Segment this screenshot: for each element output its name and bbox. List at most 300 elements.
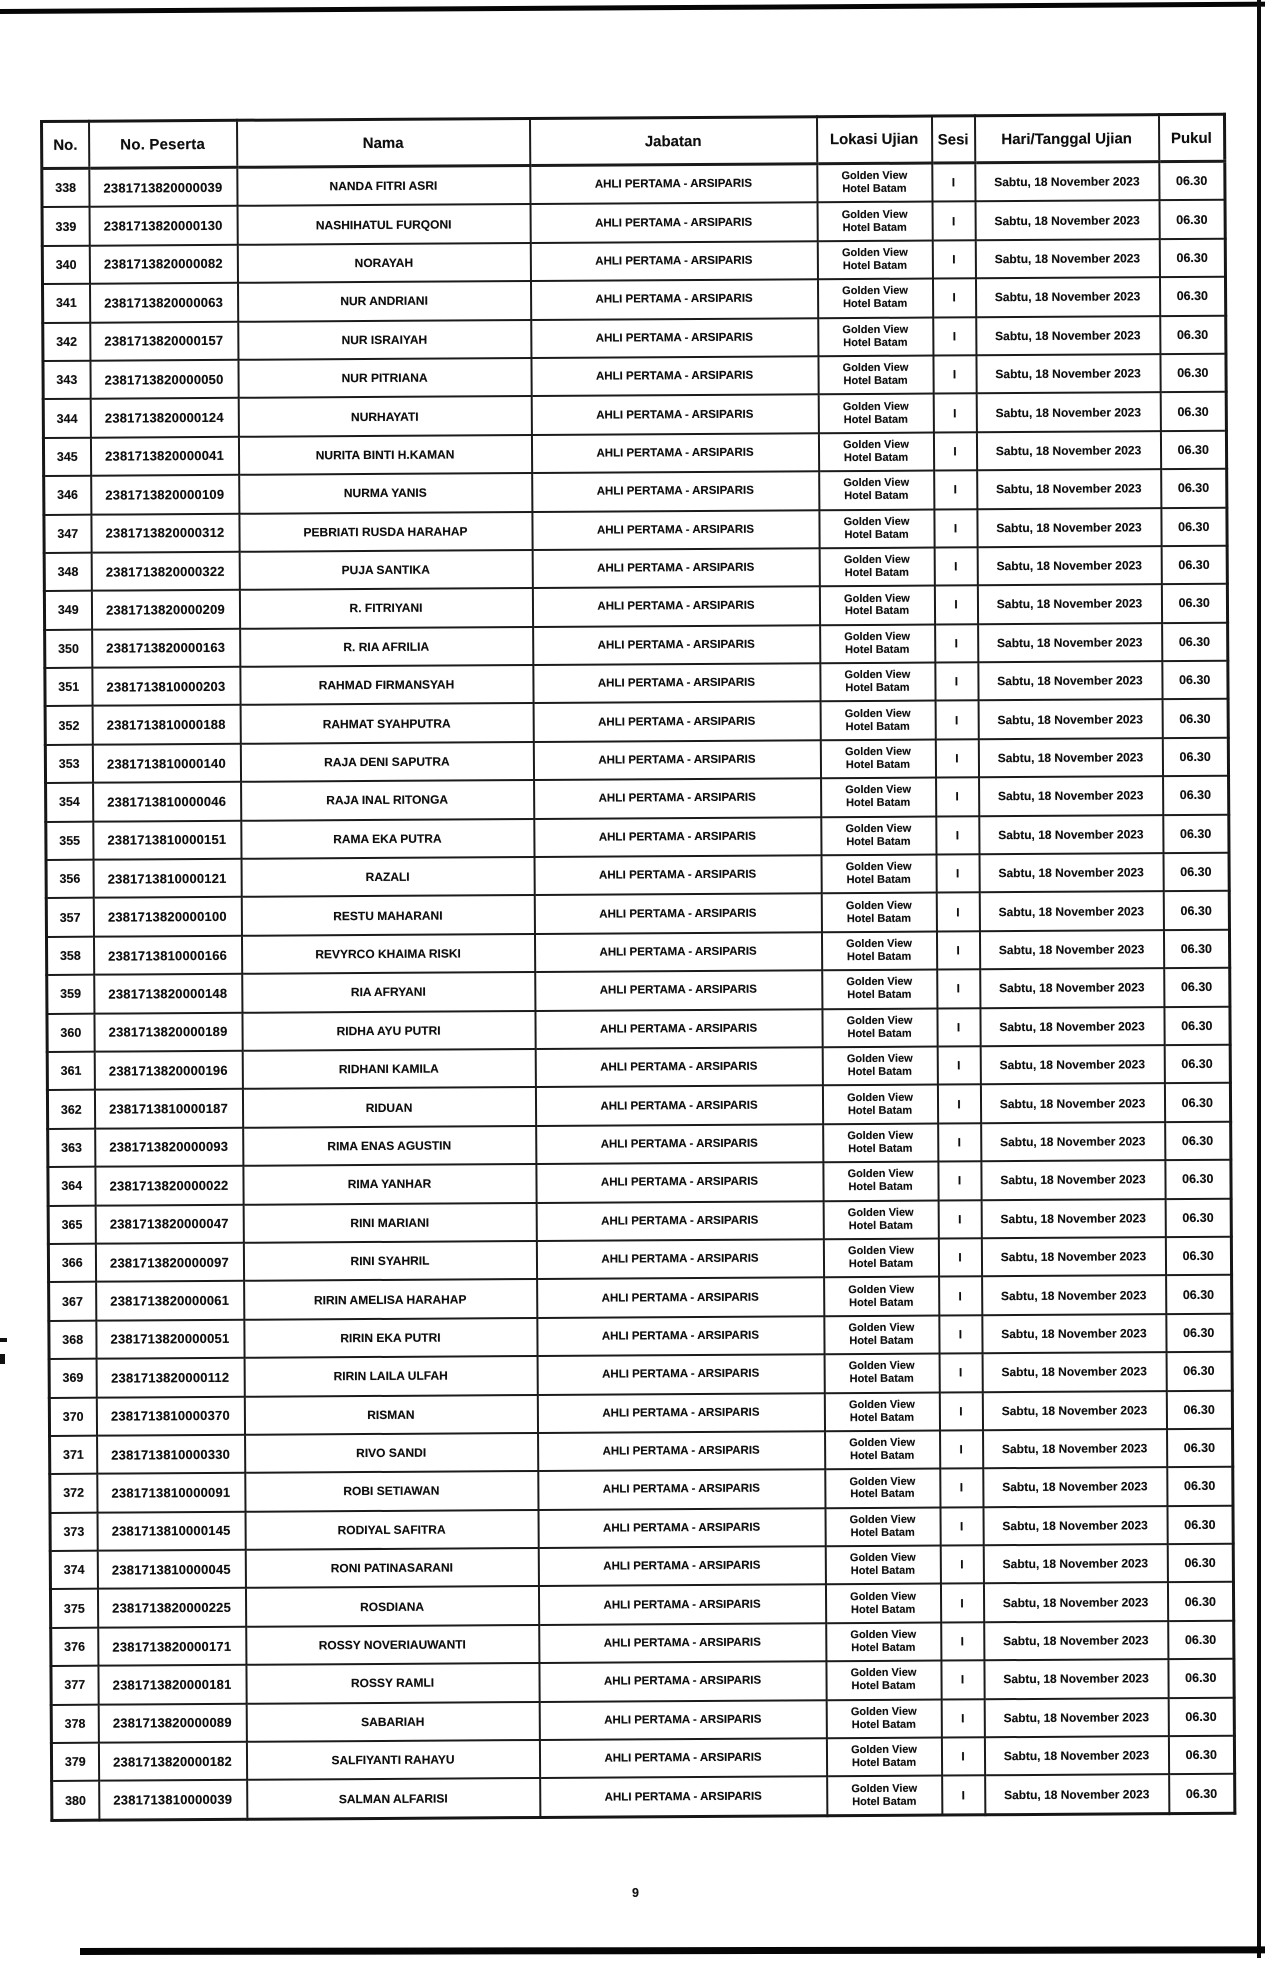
lokasi-line-1: Golden View bbox=[846, 976, 913, 989]
cell-lokasi bbox=[822, 1008, 937, 1047]
cell-no_peserta: 2381713820000171 bbox=[98, 1627, 246, 1666]
cell-lokasi bbox=[817, 202, 932, 241]
cell-no_peserta: 2381713820000041 bbox=[90, 437, 238, 476]
cell-sesi: I bbox=[935, 739, 978, 778]
lokasi-line-1: Golden View bbox=[845, 899, 912, 912]
cell-sesi: I bbox=[940, 1584, 983, 1623]
cell-no_peserta: 2381713810000091 bbox=[97, 1473, 245, 1512]
lokasi-line-1: Golden View bbox=[845, 822, 912, 835]
cell-sesi: I bbox=[934, 547, 977, 586]
cell-no: 365 bbox=[48, 1205, 95, 1244]
cell-no_peserta: 2381713810000121 bbox=[93, 859, 241, 898]
cell-no: 347 bbox=[44, 514, 91, 553]
lokasi-line-2: Hotel Batam bbox=[845, 720, 910, 733]
cell-sesi: I bbox=[941, 1622, 984, 1661]
cell-nama: ROSSY RAMLI bbox=[246, 1663, 539, 1703]
cell-pukul: 06.30 bbox=[1160, 392, 1226, 431]
lokasi-line-1: Golden View bbox=[850, 1628, 917, 1642]
cell-hari: Sabtu, 18 November 2023 bbox=[979, 892, 1163, 932]
lokasi-line-2: Hotel Batam bbox=[843, 374, 908, 388]
cell-no_peserta: 2381713820000130 bbox=[89, 206, 237, 245]
cell-lokasi bbox=[821, 893, 936, 932]
lokasi-line-1: Golden View bbox=[843, 592, 910, 605]
cell-hari: Sabtu, 18 November 2023 bbox=[975, 201, 1159, 241]
cell-nama: RIDHA AYU PUTRI bbox=[242, 1011, 535, 1051]
cell-no_peserta: 2381713820000061 bbox=[96, 1281, 244, 1320]
cell-nama: RINI MARIANI bbox=[243, 1203, 536, 1243]
cell-no: 343 bbox=[43, 361, 90, 400]
cell-sesi: I bbox=[938, 1161, 981, 1200]
lokasi-line-1: Golden View bbox=[842, 323, 909, 336]
cell-no_peserta: 2381713820000039 bbox=[89, 167, 237, 207]
cell-no_peserta: 2381713810000187 bbox=[94, 1089, 242, 1128]
lokasi-line-2: Hotel Batam bbox=[846, 797, 911, 810]
cell-sesi: I bbox=[937, 1008, 980, 1047]
cell-no: 369 bbox=[49, 1359, 96, 1398]
lokasi-line-2: Hotel Batam bbox=[842, 221, 907, 234]
cell-no_peserta: 2381713820000312 bbox=[91, 513, 239, 552]
cell-sesi: I bbox=[934, 509, 977, 548]
cell-jabatan: AHLI PERTAMA - ARSIPARIS bbox=[535, 970, 822, 1010]
lokasi-line-1: Golden View bbox=[847, 1206, 914, 1219]
cell-pukul: 06.30 bbox=[1163, 930, 1229, 969]
cell-no: 379 bbox=[51, 1743, 98, 1782]
cell-nama: RAJA INAL RITONGA bbox=[241, 780, 534, 820]
lokasi-line-1: Golden View bbox=[842, 400, 909, 413]
cell-no_peserta: 2381713810000046 bbox=[93, 782, 241, 821]
cell-hari: Sabtu, 18 November 2023 bbox=[976, 431, 1160, 471]
cell-hari: Sabtu, 18 November 2023 bbox=[982, 1275, 1166, 1315]
cell-jabatan: AHLI PERTAMA - ARSIPARIS bbox=[535, 1047, 822, 1087]
cell-no_peserta: 2381713820000196 bbox=[94, 1051, 242, 1090]
cell-jabatan: AHLI PERTAMA - ARSIPARIS bbox=[533, 663, 820, 703]
lokasi-line-2: Hotel Batam bbox=[849, 1334, 914, 1347]
cell-sesi: I bbox=[936, 816, 979, 855]
cell-no: 353 bbox=[45, 745, 92, 784]
cell-no: 358 bbox=[46, 937, 93, 976]
cell-no: 342 bbox=[43, 322, 90, 361]
cell-hari: Sabtu, 18 November 2023 bbox=[976, 354, 1160, 394]
cell-nama: RAZALI bbox=[241, 857, 534, 897]
cell-jabatan: AHLI PERTAMA - ARSIPARIS bbox=[536, 1162, 823, 1202]
lokasi-line-2: Hotel Batam bbox=[850, 1526, 915, 1539]
cell-pukul: 06.30 bbox=[1165, 1198, 1231, 1237]
cell-hari: Sabtu, 18 November 2023 bbox=[980, 1045, 1164, 1085]
cell-lokasi bbox=[823, 1123, 938, 1162]
cell-jabatan: AHLI PERTAMA - ARSIPARIS bbox=[533, 625, 820, 665]
lokasi-line-2: Hotel Batam bbox=[851, 1718, 916, 1731]
lokasi-line-1: Golden View bbox=[843, 438, 909, 452]
cell-no: 351 bbox=[45, 668, 92, 707]
cell-nama: RIRIN EKA PUTRI bbox=[244, 1318, 537, 1358]
cell-no_peserta: 2381713820000050 bbox=[90, 360, 238, 399]
cell-jabatan: AHLI PERTAMA - ARSIPARIS bbox=[534, 932, 821, 972]
lokasi-line-1: Golden View bbox=[848, 1360, 915, 1373]
cell-no_peserta: 2381713820000225 bbox=[97, 1588, 245, 1627]
lokasi-line-2: Hotel Batam bbox=[851, 1756, 917, 1770]
cell-no: 354 bbox=[46, 783, 93, 822]
lokasi-line-1: Golden View bbox=[847, 1168, 914, 1181]
cell-no_peserta: 2381713820000182 bbox=[98, 1742, 246, 1781]
column-header-sesi: Sesi bbox=[931, 116, 974, 163]
cell-no_peserta: 2381713820000124 bbox=[90, 398, 238, 437]
table-row bbox=[52, 1774, 1235, 1820]
cell-no_peserta: 2381713810000166 bbox=[93, 936, 241, 975]
cell-no_peserta: 2381713820000112 bbox=[96, 1358, 244, 1397]
cell-pukul: 06.30 bbox=[1159, 277, 1225, 316]
lokasi-line-2: Hotel Batam bbox=[847, 1027, 912, 1040]
cell-no_peserta: 2381713810000203 bbox=[92, 667, 240, 706]
lokasi-line-1: Golden View bbox=[845, 860, 912, 874]
cell-nama: RIMA ENAS AGUSTIN bbox=[243, 1126, 536, 1166]
cell-no: 357 bbox=[46, 898, 93, 937]
cell-lokasi bbox=[825, 1584, 940, 1623]
lokasi-line-1: Golden View bbox=[848, 1283, 915, 1296]
cell-no: 374 bbox=[50, 1551, 97, 1590]
lokasi-line-1: Golden View bbox=[847, 1091, 913, 1104]
cell-lokasi bbox=[821, 855, 936, 894]
cell-pukul: 06.30 bbox=[1162, 738, 1228, 777]
lokasi-line-2: Hotel Batam bbox=[849, 1372, 914, 1386]
cell-hari: Sabtu, 18 November 2023 bbox=[976, 393, 1160, 433]
cell-jabatan: AHLI PERTAMA - ARSIPARIS bbox=[533, 740, 820, 780]
cell-jabatan: AHLI PERTAMA - ARSIPARIS bbox=[537, 1316, 824, 1356]
cell-jabatan: AHLI PERTAMA - ARSIPARIS bbox=[532, 548, 819, 588]
cell-no_peserta: 2381713820000163 bbox=[92, 628, 240, 667]
cell-pukul: 06.30 bbox=[1160, 354, 1226, 393]
cell-hari: Sabtu, 18 November 2023 bbox=[984, 1659, 1168, 1699]
lokasi-line-1: Golden View bbox=[844, 745, 911, 759]
cell-jabatan: AHLI PERTAMA - ARSIPARIS bbox=[538, 1546, 825, 1586]
cell-jabatan: AHLI PERTAMA - ARSIPARIS bbox=[540, 1777, 827, 1818]
cell-pukul: 06.30 bbox=[1161, 584, 1227, 623]
lokasi-line-2: Hotel Batam bbox=[848, 1142, 913, 1156]
lokasi-line-2: Hotel Batam bbox=[851, 1641, 916, 1655]
cell-pukul: 06.30 bbox=[1168, 1697, 1234, 1736]
cell-sesi: I bbox=[941, 1737, 984, 1776]
cell-no: 367 bbox=[49, 1282, 96, 1321]
lokasi-line-1: Golden View bbox=[846, 1052, 913, 1066]
lokasi-line-1: Golden View bbox=[849, 1475, 916, 1488]
cell-jabatan: AHLI PERTAMA - ARSIPARIS bbox=[539, 1738, 826, 1778]
lokasi-line-1: Golden View bbox=[850, 1590, 916, 1603]
cell-sesi: I bbox=[936, 931, 979, 970]
cell-hari: Sabtu, 18 November 2023 bbox=[980, 1007, 1164, 1047]
lokasi-line-1: Golden View bbox=[848, 1398, 915, 1411]
cell-lokasi bbox=[826, 1738, 941, 1777]
cell-sesi: I bbox=[940, 1469, 983, 1508]
exam-schedule-table-wrapper bbox=[40, 113, 1233, 1822]
scan-artifact-top-line bbox=[0, 2, 1265, 14]
cell-sesi: I bbox=[937, 969, 980, 1008]
lokasi-line-1: Golden View bbox=[844, 630, 911, 644]
cell-pukul: 06.30 bbox=[1162, 622, 1228, 661]
cell-nama: RIDHANI KAMILA bbox=[242, 1049, 535, 1089]
cell-sesi: I bbox=[935, 662, 978, 701]
cell-lokasi bbox=[820, 624, 935, 663]
lokasi-line-1: Golden View bbox=[849, 1436, 916, 1450]
lokasi-line-2: Hotel Batam bbox=[851, 1680, 916, 1693]
cell-lokasi bbox=[825, 1507, 940, 1546]
cell-sesi: I bbox=[941, 1699, 984, 1738]
cell-pukul: 06.30 bbox=[1163, 853, 1229, 892]
cell-nama: ROSDIANA bbox=[245, 1586, 538, 1626]
lokasi-line-2: Hotel Batam bbox=[850, 1603, 916, 1616]
cell-lokasi bbox=[821, 931, 936, 970]
cell-lokasi bbox=[822, 1047, 937, 1086]
cell-no_peserta: 2381713820000148 bbox=[94, 974, 242, 1013]
cell-no: 380 bbox=[52, 1781, 99, 1820]
cell-lokasi bbox=[819, 471, 934, 510]
cell-lokasi bbox=[826, 1622, 941, 1661]
cell-lokasi bbox=[824, 1277, 939, 1316]
cell-lokasi bbox=[819, 547, 934, 586]
cell-pukul: 06.30 bbox=[1160, 315, 1226, 354]
lokasi-line-2: Hotel Batam bbox=[845, 681, 910, 695]
cell-no_peserta: 2381713820000097 bbox=[95, 1243, 243, 1282]
cell-no: 338 bbox=[42, 168, 89, 207]
cell-pukul: 06.30 bbox=[1163, 776, 1229, 815]
cell-lokasi bbox=[823, 1238, 938, 1277]
cell-lokasi bbox=[825, 1430, 940, 1469]
cell-jabatan: AHLI PERTAMA - ARSIPARIS bbox=[536, 1239, 823, 1279]
cell-pukul: 06.30 bbox=[1160, 430, 1226, 469]
cell-hari: Sabtu, 18 November 2023 bbox=[975, 277, 1159, 317]
cell-jabatan: AHLI PERTAMA - ARSIPARIS bbox=[538, 1470, 825, 1510]
cell-nama: SALMAN ALFARISI bbox=[247, 1778, 540, 1819]
lokasi-line-2: Hotel Batam bbox=[849, 1411, 915, 1424]
cell-hari: Sabtu, 18 November 2023 bbox=[980, 1084, 1164, 1124]
cell-pukul: 06.30 bbox=[1164, 968, 1230, 1007]
cell-nama: NURMA YANIS bbox=[239, 473, 532, 513]
cell-nama: NUR ISRAIYAH bbox=[238, 320, 531, 360]
cell-no: 349 bbox=[44, 591, 91, 630]
cell-no: 339 bbox=[42, 207, 89, 246]
cell-pukul: 06.30 bbox=[1167, 1467, 1233, 1506]
cell-nama: RAHMAT SYAHPUTRA bbox=[240, 703, 533, 743]
cell-hari: Sabtu, 18 November 2023 bbox=[977, 584, 1161, 624]
lokasi-line-2: Hotel Batam bbox=[844, 605, 910, 618]
cell-sesi: I bbox=[932, 240, 975, 279]
cell-pukul: 06.30 bbox=[1167, 1429, 1233, 1468]
cell-no: 356 bbox=[46, 860, 93, 899]
cell-no_peserta: 2381713820000109 bbox=[91, 475, 239, 514]
cell-nama: RIDUAN bbox=[242, 1087, 535, 1127]
cell-nama: RIA AFRYANI bbox=[242, 972, 535, 1012]
cell-pukul: 06.30 bbox=[1162, 699, 1228, 738]
cell-lokasi bbox=[824, 1354, 939, 1393]
lokasi-line-2: Hotel Batam bbox=[842, 182, 907, 196]
cell-sesi: I bbox=[938, 1200, 981, 1239]
cell-nama: ROSSY NOVERIAUWANTI bbox=[246, 1625, 539, 1665]
cell-sesi: I bbox=[937, 1046, 980, 1085]
table-header-row bbox=[42, 114, 1225, 168]
cell-lokasi bbox=[822, 970, 937, 1009]
cell-sesi: I bbox=[934, 586, 977, 625]
lokasi-line-2: Hotel Batam bbox=[846, 835, 911, 848]
cell-sesi: I bbox=[939, 1353, 982, 1392]
cell-lokasi bbox=[817, 279, 932, 318]
cell-no: 359 bbox=[47, 975, 94, 1014]
cell-hari: Sabtu, 18 November 2023 bbox=[984, 1698, 1168, 1738]
lokasi-line-2: Hotel Batam bbox=[846, 950, 912, 964]
lokasi-line-2: Hotel Batam bbox=[845, 643, 910, 656]
cell-sesi: I bbox=[936, 778, 979, 817]
cell-pukul: 06.30 bbox=[1159, 161, 1225, 200]
cell-lokasi bbox=[818, 356, 933, 395]
cell-no: 350 bbox=[45, 629, 92, 668]
scan-artifact-bottom-line bbox=[80, 1946, 1265, 1955]
cell-lokasi bbox=[823, 1162, 938, 1201]
cell-no: 346 bbox=[44, 476, 91, 515]
cell-hari: Sabtu, 18 November 2023 bbox=[983, 1467, 1167, 1507]
cell-lokasi bbox=[818, 394, 933, 433]
cell-hari: Sabtu, 18 November 2023 bbox=[978, 661, 1162, 701]
cell-hari: Sabtu, 18 November 2023 bbox=[976, 316, 1160, 356]
lokasi-line-2: Hotel Batam bbox=[844, 490, 909, 503]
lokasi-line-1: Golden View bbox=[847, 1244, 914, 1258]
cell-no: 355 bbox=[46, 821, 93, 860]
cell-pukul: 06.30 bbox=[1163, 814, 1229, 853]
cell-sesi: I bbox=[932, 163, 975, 202]
cell-sesi: I bbox=[938, 1238, 981, 1277]
lokasi-line-2: Hotel Batam bbox=[846, 912, 912, 925]
cell-jabatan: AHLI PERTAMA - ARSIPARIS bbox=[530, 241, 817, 281]
cell-sesi: I bbox=[935, 624, 978, 663]
cell-nama: RODIYAL SAFITRA bbox=[245, 1510, 538, 1550]
column-header-nama: Nama bbox=[237, 119, 530, 168]
cell-no: 361 bbox=[47, 1052, 94, 1091]
cell-no_peserta: 2381713810000045 bbox=[97, 1550, 245, 1589]
lokasi-line-1: Golden View bbox=[848, 1321, 915, 1335]
cell-hari: Sabtu, 18 November 2023 bbox=[981, 1122, 1165, 1162]
cell-no_peserta: 2381713820000093 bbox=[95, 1128, 243, 1167]
lokasi-line-2: Hotel Batam bbox=[848, 1257, 914, 1271]
cell-no_peserta: 2381713820000157 bbox=[90, 321, 238, 360]
cell-sesi: I bbox=[938, 1123, 981, 1162]
cell-lokasi bbox=[821, 778, 936, 817]
cell-jabatan: AHLI PERTAMA - ARSIPARIS bbox=[538, 1431, 825, 1471]
cell-hari: Sabtu, 18 November 2023 bbox=[977, 469, 1161, 509]
cell-no_peserta: 2381713820000082 bbox=[89, 245, 237, 284]
lokasi-line-1: Golden View bbox=[841, 169, 908, 183]
cell-no: 352 bbox=[45, 706, 92, 745]
lokasi-line-2: Hotel Batam bbox=[845, 758, 911, 772]
cell-hari: Sabtu, 18 November 2023 bbox=[983, 1583, 1167, 1623]
cell-hari: Sabtu, 18 November 2023 bbox=[975, 239, 1159, 279]
cell-jabatan: AHLI PERTAMA - ARSIPARIS bbox=[539, 1623, 826, 1663]
cell-jabatan: AHLI PERTAMA - ARSIPARIS bbox=[530, 279, 817, 319]
cell-jabatan: AHLI PERTAMA - ARSIPARIS bbox=[533, 702, 820, 742]
cell-sesi: I bbox=[939, 1277, 982, 1316]
cell-lokasi bbox=[819, 586, 934, 625]
cell-hari: Sabtu, 18 November 2023 bbox=[984, 1736, 1168, 1776]
cell-nama: RIMA YANHAR bbox=[243, 1164, 536, 1204]
cell-jabatan: AHLI PERTAMA - ARSIPARIS bbox=[534, 817, 821, 857]
cell-jabatan: AHLI PERTAMA - ARSIPARIS bbox=[538, 1585, 825, 1625]
lokasi-line-1: Golden View bbox=[841, 208, 908, 221]
cell-no_peserta: 2381713820000209 bbox=[91, 590, 239, 629]
lokasi-line-2: Hotel Batam bbox=[852, 1795, 917, 1808]
lokasi-line-1: Golden View bbox=[849, 1513, 916, 1526]
cell-sesi: I bbox=[939, 1392, 982, 1431]
column-header-pukul: Pukul bbox=[1158, 114, 1224, 161]
cell-pukul: 06.30 bbox=[1164, 1083, 1230, 1122]
lokasi-line-2: Hotel Batam bbox=[844, 528, 909, 541]
cell-hari: Sabtu, 18 November 2023 bbox=[977, 508, 1161, 548]
lokasi-line-2: Hotel Batam bbox=[846, 873, 911, 887]
cell-no_peserta: 2381713820000047 bbox=[95, 1204, 243, 1243]
cell-nama: RIVO SANDI bbox=[245, 1433, 538, 1473]
cell-jabatan: AHLI PERTAMA - ARSIPARIS bbox=[531, 356, 818, 396]
cell-jabatan: AHLI PERTAMA - ARSIPARIS bbox=[537, 1354, 824, 1394]
lokasi-line-1: Golden View bbox=[847, 1129, 914, 1143]
lokasi-line-1: Golden View bbox=[850, 1667, 917, 1680]
cell-jabatan: AHLI PERTAMA - ARSIPARIS bbox=[531, 395, 818, 435]
cell-pukul: 06.30 bbox=[1166, 1313, 1232, 1352]
cell-no_peserta: 2381713820000051 bbox=[96, 1319, 244, 1358]
page-number: 9 bbox=[632, 1886, 639, 1900]
cell-hari: Sabtu, 18 November 2023 bbox=[978, 623, 1162, 663]
lokasi-line-1: Golden View bbox=[842, 285, 909, 298]
column-header-lokasi: Lokasi Ujian bbox=[816, 116, 931, 164]
cell-hari: Sabtu, 18 November 2023 bbox=[982, 1391, 1166, 1431]
cell-no_peserta: 2381713820000189 bbox=[94, 1012, 242, 1051]
cell-jabatan: AHLI PERTAMA - ARSIPARIS bbox=[539, 1661, 826, 1701]
cell-nama: RINI SYAHRIL bbox=[243, 1241, 536, 1281]
cell-sesi: I bbox=[936, 854, 979, 893]
cell-pukul: 06.30 bbox=[1164, 1006, 1230, 1045]
cell-nama: NANDA FITRI ASRI bbox=[237, 166, 530, 207]
cell-pukul: 06.30 bbox=[1159, 239, 1225, 278]
cell-nama: PUJA SANTIKA bbox=[239, 550, 532, 590]
lokasi-line-1: Golden View bbox=[844, 668, 911, 682]
cell-nama: SALFIYANTI RAHAYU bbox=[246, 1740, 539, 1780]
cell-hari: Sabtu, 18 November 2023 bbox=[979, 930, 1163, 970]
lokasi-line-2: Hotel Batam bbox=[848, 1219, 913, 1232]
cell-hari: Sabtu, 18 November 2023 bbox=[981, 1237, 1165, 1277]
lokasi-line-1: Golden View bbox=[843, 477, 910, 490]
exam-schedule-table bbox=[40, 113, 1236, 1822]
cell-no: 373 bbox=[50, 1512, 97, 1551]
cell-pukul: 06.30 bbox=[1167, 1505, 1233, 1544]
lokasi-line-2: Hotel Batam bbox=[843, 451, 909, 465]
cell-no: 360 bbox=[47, 1013, 94, 1052]
cell-hari: Sabtu, 18 November 2023 bbox=[981, 1160, 1165, 1200]
lokasi-line-1: Golden View bbox=[841, 246, 908, 260]
cell-nama: NUR PITRIANA bbox=[238, 358, 531, 398]
cell-no_peserta: 2381713810000330 bbox=[97, 1435, 245, 1474]
cell-sesi: I bbox=[933, 355, 976, 394]
cell-nama: RAJA DENI SAPUTRA bbox=[240, 742, 533, 782]
cell-jabatan: AHLI PERTAMA - ARSIPARIS bbox=[531, 318, 818, 358]
lokasi-line-2: Hotel Batam bbox=[843, 413, 908, 426]
cell-nama: R. FITRIYANI bbox=[239, 588, 532, 628]
lokasi-line-1: Golden View bbox=[849, 1551, 916, 1565]
cell-pukul: 06.30 bbox=[1166, 1390, 1232, 1429]
scan-artifact-left-mark bbox=[0, 1354, 5, 1364]
cell-hari: Sabtu, 18 November 2023 bbox=[982, 1352, 1166, 1392]
cell-nama: NASHIHATUL FURQONI bbox=[237, 204, 530, 244]
cell-hari: Sabtu, 18 November 2023 bbox=[978, 738, 1162, 778]
cell-no: 348 bbox=[44, 553, 91, 592]
lokasi-line-2: Hotel Batam bbox=[844, 566, 909, 580]
cell-nama: NURITA BINTI H.KAMAN bbox=[238, 435, 531, 475]
cell-jabatan: AHLI PERTAMA - ARSIPARIS bbox=[534, 894, 821, 934]
cell-hari: Sabtu, 18 November 2023 bbox=[975, 162, 1159, 202]
cell-hari: Sabtu, 18 November 2023 bbox=[983, 1506, 1167, 1546]
cell-no: 364 bbox=[48, 1167, 95, 1206]
